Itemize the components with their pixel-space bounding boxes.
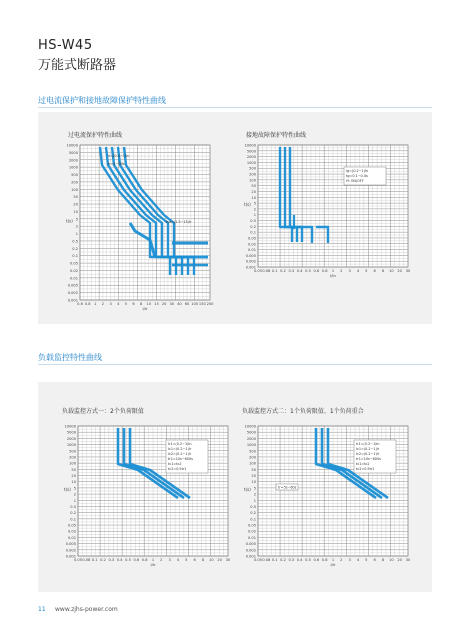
earth-fault-xtick: 1 bbox=[331, 269, 335, 273]
overcurrent-ytick: 5 bbox=[75, 217, 78, 222]
earth-fault-ytick: 10 bbox=[251, 195, 256, 200]
load-monitor-2-ytick: 2 bbox=[253, 492, 256, 497]
load-monitor-2-xtick: 0.08 bbox=[262, 558, 271, 562]
load-monitor-1-ytick: 0.2 bbox=[70, 511, 76, 516]
page-number: 11 bbox=[38, 606, 46, 613]
earth-fault-ytick: 2000 bbox=[246, 155, 256, 160]
load-monitor-2-ytick: 500 bbox=[249, 449, 256, 454]
load-monitor-2-ytick: 1 bbox=[253, 498, 256, 503]
load-monitor-2-annotation-line: Ic1=(0.2~1)Ir bbox=[356, 447, 380, 451]
load-monitor-1-xtick: 6 bbox=[193, 558, 196, 562]
overcurrent-annotation: Ir=(0.4~1)In bbox=[108, 154, 130, 158]
load-monitor-2-ytick: 0.002 bbox=[245, 548, 256, 553]
overcurrent-xtick: 150 bbox=[198, 302, 206, 306]
load-monitor-1-xtick: 2 bbox=[160, 558, 163, 562]
earth-fault-ytick: 0.005 bbox=[245, 253, 256, 258]
earth-fault-xtick: 20 bbox=[397, 269, 402, 273]
earth-fault-ytick: 0.002 bbox=[245, 259, 256, 264]
overcurrent-ytick: 500 bbox=[71, 173, 78, 178]
load-monitor-1-annotation-line: Ir1=(0.2~1)In bbox=[168, 442, 192, 446]
load-monitor-2-xtick: 0.2 bbox=[280, 558, 286, 562]
earth-fault-ytick: 200 bbox=[249, 172, 256, 177]
load-monitor-2-xtick: 8 bbox=[381, 558, 385, 562]
load-monitor-2-annotation-line: Ir1=(0.2~1)In bbox=[356, 442, 380, 446]
earth-fault-ytick: 1000 bbox=[246, 160, 256, 165]
load-monitor-2-ytick: 5 bbox=[253, 486, 256, 491]
overcurrent-ytick: 5000 bbox=[68, 150, 78, 155]
load-monitor-2-xtick: 0.3 bbox=[288, 558, 295, 562]
earth-fault-xtick: 0.6 bbox=[313, 269, 320, 273]
earth-fault-xtick: 0.3 bbox=[288, 269, 295, 273]
load-monitor-1-ytick: 100 bbox=[69, 461, 76, 466]
earth-fault-xtick: 0.2 bbox=[280, 269, 286, 273]
earth-fault-ytick: 20 bbox=[251, 189, 256, 194]
load-monitor-1-xtick: 0.05 bbox=[73, 558, 83, 562]
load-monitor-2-ytick: 0.5 bbox=[250, 504, 256, 509]
load-monitor-1-ytick: 500 bbox=[69, 449, 76, 454]
earth-fault-xtick: 30 bbox=[405, 269, 411, 273]
load-monitor-1-xtick: 0.4 bbox=[116, 558, 123, 562]
load-monitor-mode2-title: 负载监控方式二：1个负荷限值、1个负荷重合 bbox=[242, 408, 364, 415]
earth-fault-annotation-line: tg=0.1~0.4s bbox=[346, 174, 368, 178]
load-monitor-1-ytick: 10 bbox=[71, 480, 76, 485]
load-monitor-1-xtick: 0.2 bbox=[100, 558, 106, 562]
overcurrent-xtick: 10 bbox=[146, 302, 152, 306]
load-monitor-2-ytick: 0.1 bbox=[250, 517, 256, 522]
load-monitor-2-xtick: 6 bbox=[373, 558, 376, 562]
overcurrent-ytick: 10 bbox=[73, 209, 78, 214]
load-monitor-1-xtick: 10 bbox=[209, 558, 214, 562]
load-monitor-1-ytick: 0.001 bbox=[65, 554, 76, 559]
earth-fault-xtick: 4 bbox=[356, 269, 360, 273]
load-monitor-2-xtick: 5 bbox=[365, 558, 368, 562]
load-monitor-2-xtick: 0.5 bbox=[305, 558, 311, 562]
product-model: HS-W45 bbox=[38, 38, 93, 53]
overcurrent-ytick: 200 bbox=[71, 180, 78, 185]
section-title-protection: 过电流保护和接地故障保护特性曲线 bbox=[38, 96, 166, 105]
section-title-load-monitoring: 负载监控特性曲线 bbox=[38, 353, 102, 362]
overcurrent-xtick: 6 bbox=[132, 302, 135, 306]
load-monitor-1-xtick: 0.5 bbox=[125, 558, 131, 562]
overcurrent-xtick: 100 bbox=[191, 302, 199, 306]
load-monitor-2-xtick: 2 bbox=[340, 558, 343, 562]
load-monitor-1-xunit: I/Ir bbox=[150, 562, 156, 567]
earth-fault-xunit: I/In bbox=[330, 273, 336, 278]
load-monitor-2-ytick: 5000 bbox=[246, 430, 256, 435]
overcurrent-ytick: 1 bbox=[75, 232, 78, 237]
load-monitor-1-yunit: t(s) bbox=[64, 487, 71, 492]
load-monitor-1-ytick: 10000 bbox=[64, 424, 76, 429]
load-monitor-2-xtick: 0.4 bbox=[296, 558, 303, 562]
load-monitor-2-ytick: 20 bbox=[251, 474, 256, 479]
earth-fault-xtick: 2 bbox=[340, 269, 343, 273]
earth-fault-ytick: 100 bbox=[249, 178, 256, 183]
overcurrent-xtick: 8 bbox=[140, 302, 143, 306]
load-monitor-2-ytick: 0.2 bbox=[250, 511, 256, 516]
earth-fault-annotation-line: I²t ON/OFF bbox=[346, 179, 364, 183]
load-monitor-2-xunit: I/Ir bbox=[330, 562, 336, 567]
load-monitor-1-xtick: 4 bbox=[176, 558, 180, 562]
load-monitor-2-ytick: 100 bbox=[249, 461, 256, 466]
overcurrent-xtick: 1 bbox=[94, 302, 97, 306]
load-monitor-1-xtick: 3 bbox=[168, 558, 171, 562]
overcurrent-ytick: 0.001 bbox=[67, 298, 78, 303]
load-monitor-1-xtick: 0.08 bbox=[82, 558, 91, 562]
overcurrent-xtick: 15 bbox=[154, 302, 159, 306]
load-monitor-1-ytick: 1000 bbox=[66, 443, 76, 448]
overcurrent-ytick: 2000 bbox=[68, 158, 78, 163]
overcurrent-xtick: 200 bbox=[206, 302, 214, 306]
load-monitor-1-annotation-line: tc1=tc2 bbox=[168, 462, 182, 466]
overcurrent-ytick: 0.01 bbox=[69, 276, 78, 281]
earth-fault-ytick: 0.1 bbox=[250, 230, 256, 235]
load-monitor-2-xtick: 4 bbox=[356, 558, 360, 562]
earth-fault-ytick: 0.001 bbox=[245, 265, 256, 270]
load-monitor-2-xtick: 3 bbox=[348, 558, 351, 562]
overcurrent-xunit: I/Ir bbox=[142, 306, 148, 311]
overcurrent-annotation: tr=1~30s bbox=[108, 162, 125, 166]
overcurrent-ytick: 0.002 bbox=[67, 291, 78, 296]
overcurrent-ytick: 50 bbox=[73, 195, 78, 200]
load-monitor-2-ytick: 10000 bbox=[244, 424, 256, 429]
load-monitor-mode1-title: 负载监控方式一：2个负荷限值 bbox=[62, 408, 144, 415]
earth-fault-yunit: t(s) bbox=[244, 202, 251, 207]
load-monitor-2-annotation-line: tc1=tc2 bbox=[356, 462, 370, 466]
load-monitor-1-ytick: 0.1 bbox=[70, 517, 76, 522]
overcurrent-ytick: 100 bbox=[71, 187, 78, 192]
load-monitor-1-xtick: 1 bbox=[151, 558, 155, 562]
product-name: 万能式断路器 bbox=[38, 58, 117, 73]
load-monitor-1-ytick: 2 bbox=[73, 492, 76, 497]
overcurrent-xtick: 40 bbox=[177, 302, 182, 306]
overcurrent-ytick: 1000 bbox=[68, 165, 78, 170]
overcurrent-xtick: 0.8 bbox=[84, 302, 91, 306]
load-monitor-1-xtick: 30 bbox=[225, 558, 231, 562]
load-monitor-1-ytick: 0.5 bbox=[70, 504, 76, 509]
load-monitor-1-ytick: 5 bbox=[73, 486, 76, 491]
overcurrent-xtick: 2 bbox=[101, 302, 105, 306]
overcurrent-ytick: 0.1 bbox=[72, 254, 78, 259]
load-monitor-1-xtick: 0.1 bbox=[91, 558, 98, 562]
load-monitor-2-xtick: 0.6 bbox=[313, 558, 320, 562]
load-monitor-2-xtick: 20 bbox=[397, 558, 402, 562]
earth-fault-xtick: 5 bbox=[365, 269, 368, 273]
load-monitor-2-annotation-line: tr1=10s~600s bbox=[356, 457, 381, 461]
earth-fault-xtick: 3 bbox=[348, 269, 351, 273]
load-monitor-2-ytick: 0.001 bbox=[245, 554, 256, 559]
load-monitor-1-xtick: 8 bbox=[201, 558, 205, 562]
load-monitor-1-xtick: 5 bbox=[185, 558, 188, 562]
load-monitor-2-xtick: 0.05 bbox=[253, 558, 263, 562]
load-monitor-1-xtick: 0.6 bbox=[133, 558, 140, 562]
overcurrent-yunit: t(s) bbox=[66, 218, 73, 224]
overcurrent-xtick: 20 bbox=[161, 302, 167, 306]
earth-fault-xtick: 0.05 bbox=[253, 269, 263, 273]
overcurrent-xtick: 5 bbox=[124, 302, 128, 306]
earth-fault-xtick: 10 bbox=[389, 269, 394, 273]
load-monitor-2-xtick: 10 bbox=[389, 558, 394, 562]
load-monitor-2-annotation-line: tc2=0.5tr1 bbox=[356, 467, 375, 471]
earth-fault-xtick: 6 bbox=[373, 269, 376, 273]
overcurrent-ytick: 0.5 bbox=[72, 239, 78, 244]
load-monitor-2-xtick: 30 bbox=[405, 558, 411, 562]
load-monitor-2-xtick: 0.1 bbox=[271, 558, 278, 562]
load-monitor-2-note: tr=5s~60s bbox=[278, 485, 297, 490]
earth-fault-ytick: 50 bbox=[251, 184, 256, 189]
load-monitor-1-ytick: 50 bbox=[71, 467, 76, 472]
website-url: www.zjhs-power.com bbox=[55, 606, 118, 613]
earth-fault-ytick: 0.2 bbox=[250, 224, 256, 229]
load-monitor-2-ytick: 0.05 bbox=[247, 523, 256, 528]
earth-fault-xtick: 0.5 bbox=[305, 269, 311, 273]
earth-fault-ytick: 0.01 bbox=[247, 248, 256, 253]
overcurrent-ytick: 10000 bbox=[66, 143, 78, 148]
load-monitor-1-ytick: 0.005 bbox=[65, 542, 76, 547]
earth-fault-xtick: 0.8 bbox=[321, 269, 328, 273]
load-monitor-2-ytick: 0.005 bbox=[245, 542, 256, 547]
earth-fault-ytick: 5000 bbox=[246, 149, 256, 154]
earth-fault-annotation-line: Ig=(0.2~1)In bbox=[346, 169, 369, 173]
earth-fault-ytick: 0.05 bbox=[247, 236, 256, 241]
earth-fault-xtick: 8 bbox=[381, 269, 385, 273]
load-monitor-2-ytick: 0.02 bbox=[247, 529, 256, 534]
overcurrent-xtick: 30 bbox=[169, 302, 175, 306]
load-monitor-2-yunit: t(s) bbox=[244, 487, 251, 492]
load-monitor-2-ytick: 200 bbox=[249, 455, 256, 460]
overcurrent-xtick: 0.6 bbox=[77, 302, 83, 306]
load-monitor-1-xtick: 0.3 bbox=[108, 558, 115, 562]
earth-fault-ytick: 2 bbox=[253, 207, 256, 212]
load-monitor-1-ytick: 200 bbox=[69, 455, 76, 460]
load-monitor-2-ytick: 50 bbox=[251, 467, 256, 472]
earth-fault-ytick: 5 bbox=[253, 201, 256, 206]
overcurrent-xtick: 60 bbox=[184, 302, 190, 306]
earth-fault-ytick: 500 bbox=[249, 166, 256, 171]
overcurrent-xtick: 4 bbox=[117, 302, 120, 306]
load-monitor-1-annotation-line: Ic2=(0.2~1)Ir bbox=[168, 452, 192, 456]
load-monitor-1-ytick: 1 bbox=[73, 498, 76, 503]
load-monitor-1-annotation-line: Ic1=(0.2~1)Ir bbox=[168, 447, 192, 451]
earth-fault-xtick: 0.08 bbox=[262, 269, 271, 273]
earth-fault-xtick: 0.4 bbox=[296, 269, 303, 273]
overcurrent-ytick: 0.2 bbox=[72, 246, 78, 251]
overcurrent-title: 过电流保护特性曲线 bbox=[68, 132, 123, 139]
earth-fault-title: 接地故障保护特性曲线 bbox=[246, 132, 307, 139]
load-monitor-2-ytick: 10 bbox=[251, 480, 256, 485]
load-monitor-2-ytick: 0.01 bbox=[247, 535, 256, 540]
load-monitor-1-ytick: 0.01 bbox=[67, 535, 76, 540]
earth-fault-ytick: 1 bbox=[253, 213, 256, 218]
earth-fault-ytick: 10000 bbox=[244, 143, 256, 148]
load-monitor-1-ytick: 0.02 bbox=[67, 529, 76, 534]
earth-fault-ytick: 0.5 bbox=[250, 219, 256, 224]
overcurrent-ytick: 0.005 bbox=[67, 283, 78, 288]
load-monitor-2-annotation-line: Ic2=(0.2~1)Ir bbox=[356, 452, 380, 456]
load-monitor-2-ytick: 2000 bbox=[246, 436, 256, 441]
overcurrent-ytick: 0.02 bbox=[69, 268, 78, 273]
load-monitor-1-ytick: 0.05 bbox=[67, 523, 76, 528]
overcurrent-annotation: Isd=(1.5~15)Ir bbox=[166, 220, 192, 224]
load-monitor-1-ytick: 20 bbox=[71, 474, 76, 479]
load-monitor-1-xtick: 20 bbox=[217, 558, 222, 562]
load-monitor-2-xtick: 0.8 bbox=[321, 558, 328, 562]
load-monitor-1-ytick: 0.002 bbox=[65, 548, 76, 553]
overcurrent-ytick: 20 bbox=[73, 202, 78, 207]
load-monitor-1-ytick: 5000 bbox=[66, 430, 76, 435]
load-monitor-1-xtick: 0.8 bbox=[141, 558, 148, 562]
overcurrent-ytick: 2 bbox=[75, 224, 78, 229]
load-monitor-2-ytick: 1000 bbox=[246, 443, 256, 448]
load-monitor-1-ytick: 2000 bbox=[66, 436, 76, 441]
load-monitor-1-annotation-line: tc2=0.5tr1 bbox=[168, 467, 187, 471]
load-monitor-1-annotation-line: tr1=10s~600s bbox=[168, 457, 193, 461]
load-monitor-2-xtick: 1 bbox=[331, 558, 335, 562]
earth-fault-xtick: 0.1 bbox=[271, 269, 278, 273]
earth-fault-ytick: 0.02 bbox=[247, 242, 256, 247]
overcurrent-xtick: 3 bbox=[109, 302, 112, 306]
overcurrent-ytick: 0.05 bbox=[69, 261, 78, 266]
